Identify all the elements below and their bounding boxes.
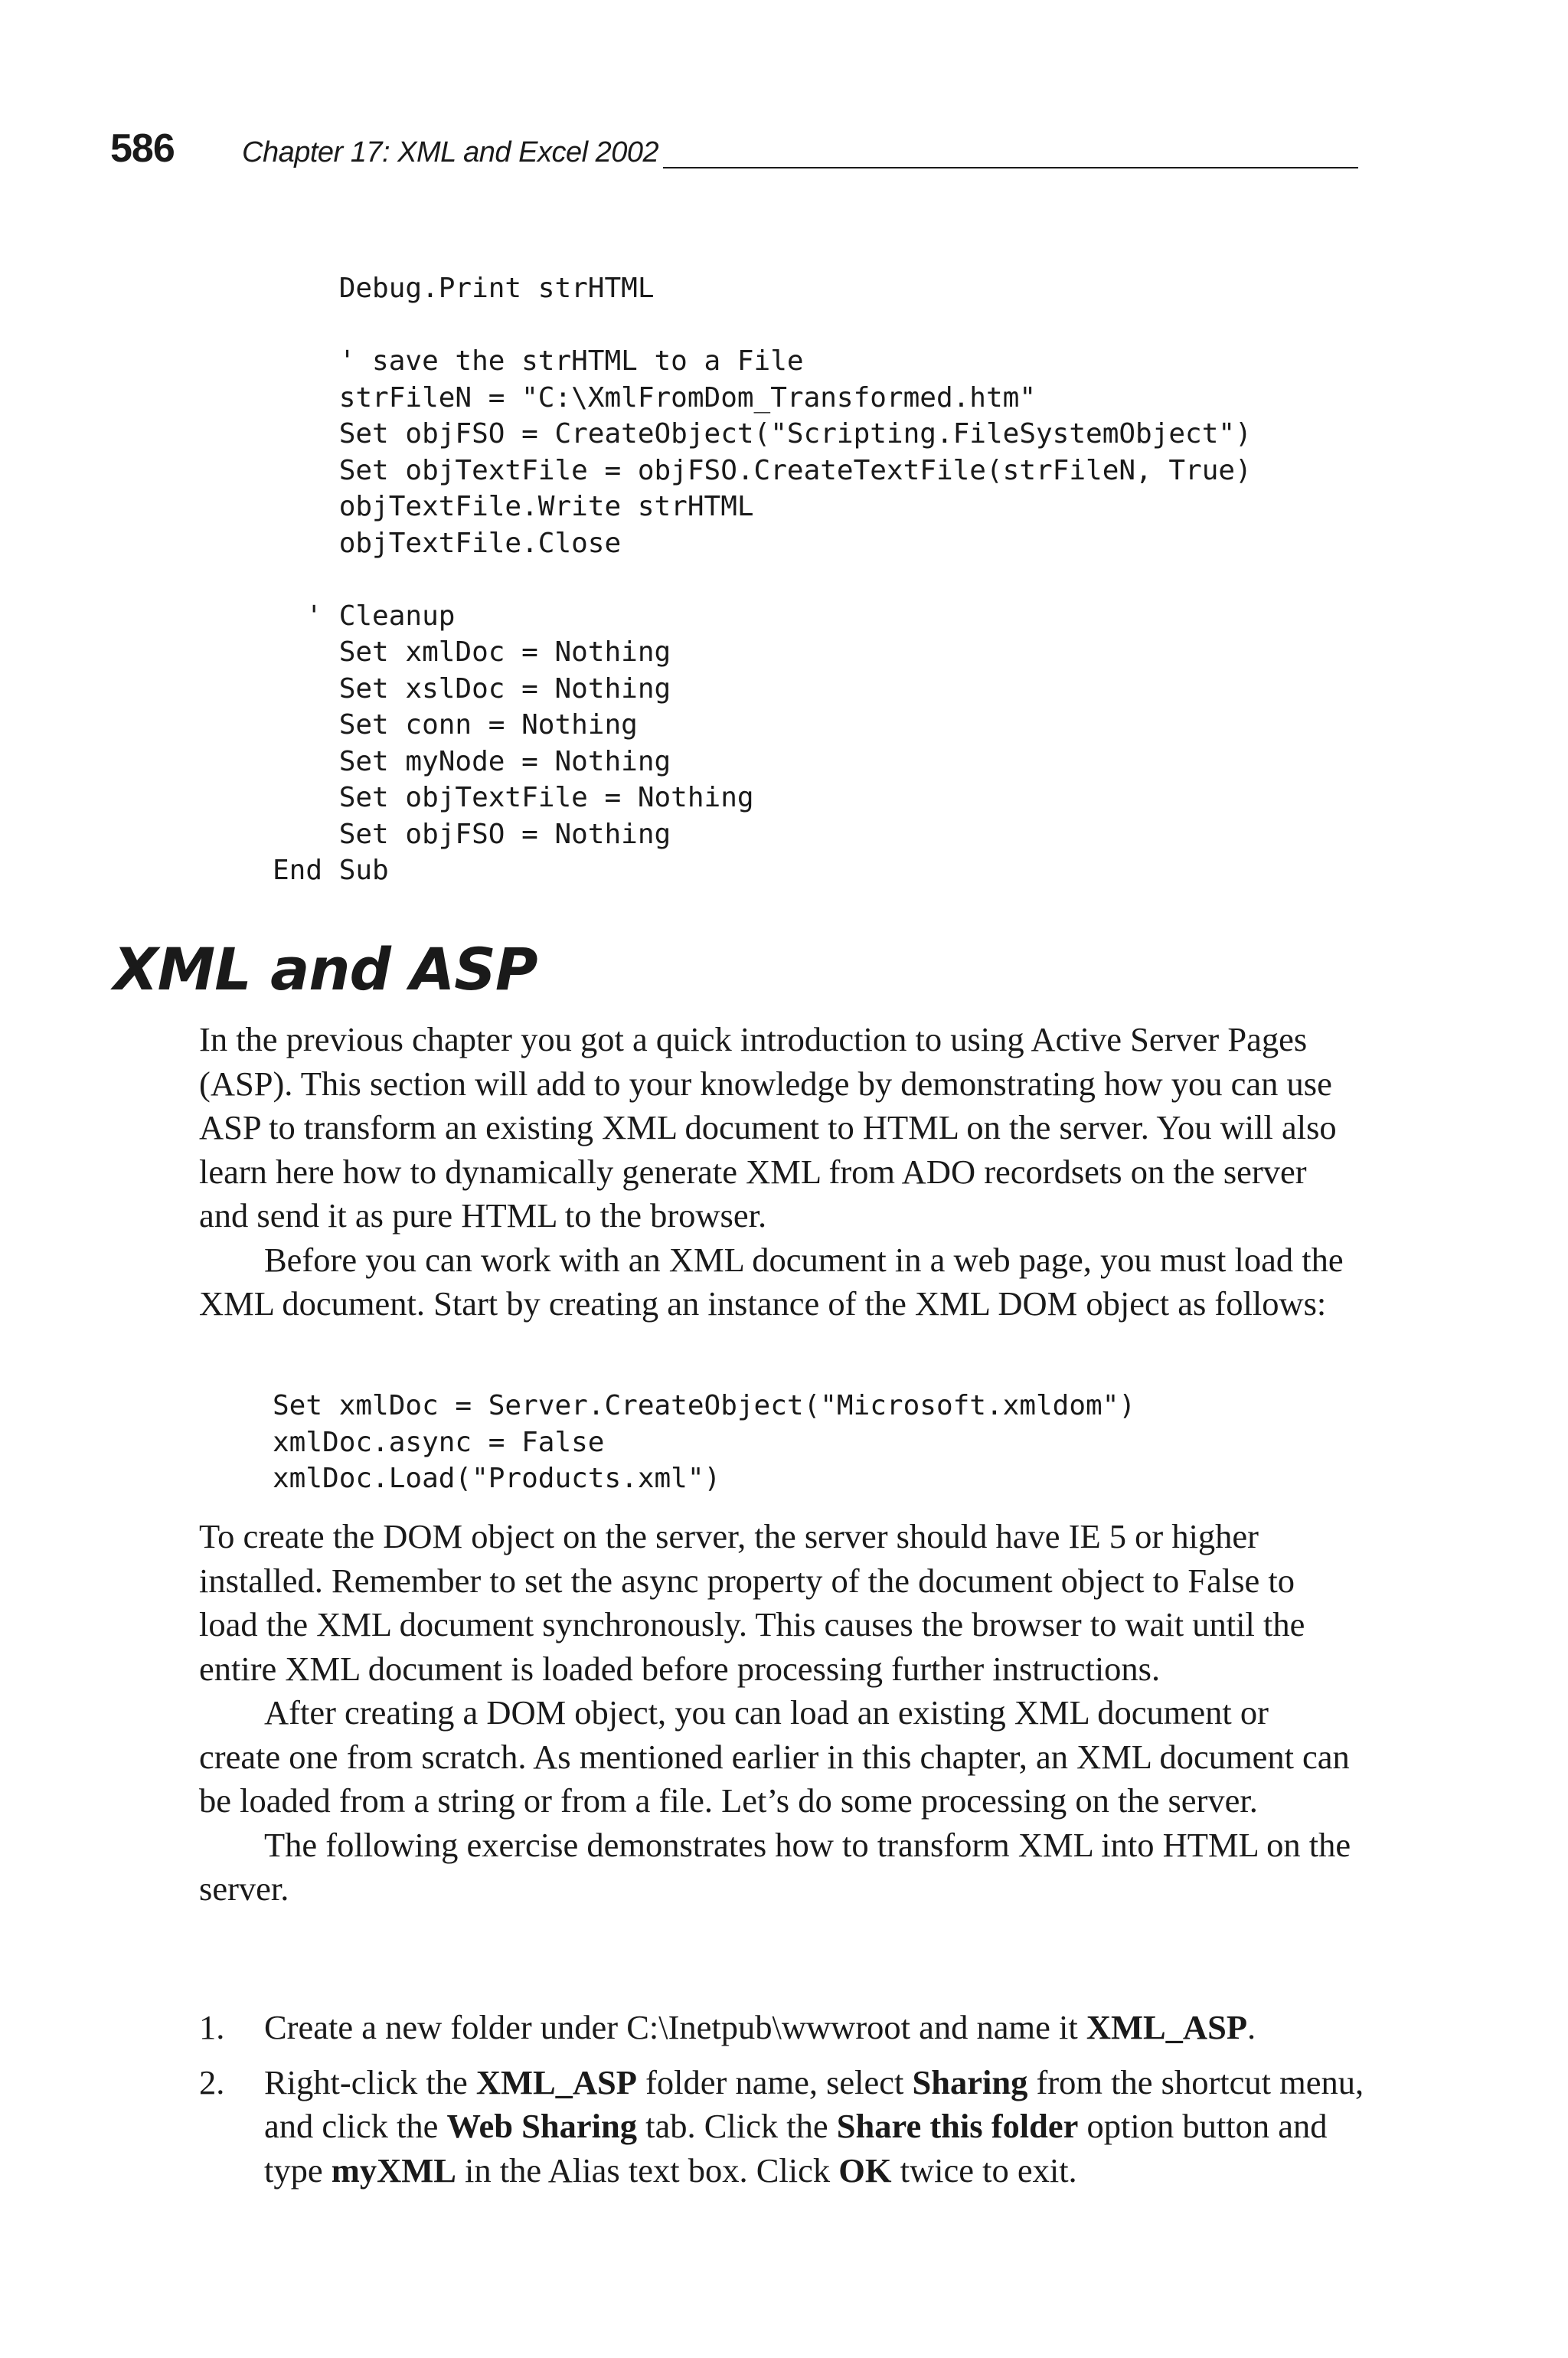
step-number: 1. [199, 2008, 225, 2046]
step-bold-term: OK [838, 2150, 892, 2190]
step-text: Create a new folder under C:\Inetpub\wwwroot and name it [264, 2008, 1086, 2046]
step-bold-term: Sharing [912, 2062, 1028, 2101]
step-bold-term: Share this folder [836, 2107, 1079, 2145]
header-rule [663, 167, 1358, 168]
step-text: . [1247, 2008, 1256, 2046]
step-text: option button and type [264, 2107, 1328, 2190]
section-heading: XML and ASP [113, 935, 537, 1003]
list-item [199, 2006, 1370, 2050]
body-text-intro [199, 1018, 1355, 1326]
code-block-asp: Set xmlDoc = Server.CreateObject("Microsoft.xmldom") xmlDoc.async = False xmlDoc.Load("Products.xml") [273, 1390, 1136, 1494]
step-text: in the Alias text box. Click [456, 2150, 839, 2190]
step-text: twice to exit. [891, 2150, 1077, 2190]
paragraph: After creating a DOM object, you can load an existing XML document or create one from scratch. As mentioned earlier in this chapter, an XML document can be loaded from a string or from a file. Let’s do some processing on the server. [199, 1693, 1350, 1820]
running-title: Chapter 17: XML and Excel 2002 [242, 136, 659, 168]
step-bold-term: XML_ASP [1086, 2008, 1247, 2046]
paragraph: The following exercise demonstrates how to transform XML into HTML on the server. [199, 1825, 1351, 1908]
page-header [110, 123, 1358, 170]
exercise-steps [199, 2006, 1370, 2203]
paragraph: Before you can work with an XML document in a web page, you must load the XML document. Start by creating an instance of the XML DOM object as follows: [199, 1240, 1344, 1323]
list-item [199, 2061, 1370, 2193]
step-text: folder name, select [636, 2062, 913, 2101]
step-number: 2. [199, 2062, 225, 2101]
step-text: from the shortcut menu, and click the [264, 2062, 1364, 2145]
step-bold-term: Web Sharing [446, 2107, 638, 2145]
page-number: 586 [110, 126, 175, 171]
paragraph: To create the DOM object on the server, the server should have IE 5 or higher installed. Remember to set the async property of the document object to False to load the XML document synchronously. This causes the browser to wait until the entire XML document is loaded before processing further instructions. [199, 1517, 1305, 1688]
step-bold-term: XML_ASP [475, 2062, 637, 2101]
code-block-vba: Debug.Print strHTML ' save the strHTML to a File strFileN = "C:\XmlFromDom_Transformed.htm" Set objFSO = CreateObject("Scripting.FileSystemObject") Set objTextFile = objFSO.CreateTextFile(strFileN, True) objTextFile.Write strHTML objTextFile.Close ' Cleanup Set xmlDoc = Nothing Set xslDoc = Nothing Set conn = Nothing Set myNode = Nothing Set objTextFile = Nothing Set objFSO = Nothing End Sub [273, 273, 1252, 886]
paragraph: In the previous chapter you got a quick introduction to using Active Server Pages (ASP). This section will add to your knowledge by demonstrating how you can use ASP to transform an existing XML document to HTML on the server. You will also learn here how to dynamically generate XML from ADO recordsets on the server and send it as pure HTML to the browser. [199, 1020, 1337, 1235]
step-text: Right-click the [264, 2062, 476, 2101]
step-bold-term: myXML [331, 2150, 456, 2190]
body-text-dom [199, 1515, 1355, 1912]
step-text: tab. Click the [637, 2107, 837, 2145]
